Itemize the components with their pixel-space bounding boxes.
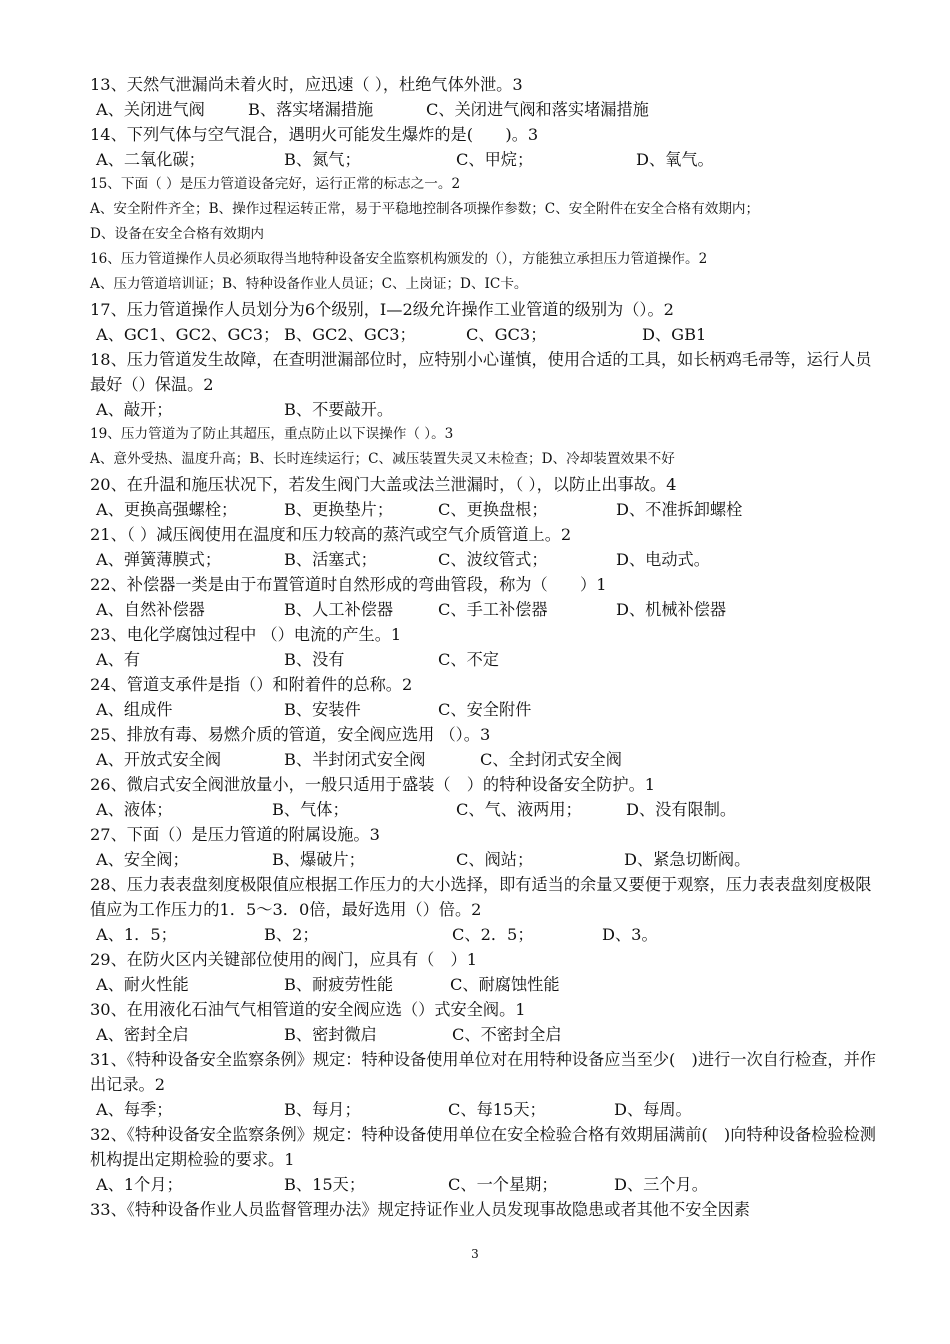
question-text: A、意外受热、温度升高；B、长时连续运行；C、减压装置失灵又未检查；D、冷却装置效果不好 — [90, 451, 675, 467]
question-text: 19、压力管道为了防止其超压，重点防止以下误操作（ ）。3 — [90, 426, 454, 442]
option-a: A、1个月； — [96, 1175, 183, 1194]
option-row — [90, 1172, 880, 1197]
option-d: D、电动式。 — [616, 550, 710, 569]
question-text: 33、《特种设备作业人员监督管理办法》规定持证作业人员发现事故隐患或者其他不安全因素 — [90, 1200, 750, 1219]
option-d: D、3。 — [602, 925, 658, 944]
option-a: A、更换高强螺栓； — [96, 500, 238, 519]
option-a: A、弹簧薄膜式； — [96, 550, 222, 569]
option-c: C、更换盘根； — [438, 500, 548, 519]
option-b: B、落实堵漏措施 — [248, 100, 374, 119]
option-a: A、关闭进气阀 — [96, 100, 205, 119]
option-a: A、液体； — [96, 800, 173, 819]
option-row — [90, 972, 880, 997]
option-c: C、全封闭式安全阀 — [480, 750, 622, 769]
option-a: A、自然补偿器 — [96, 600, 205, 619]
option-a: A、有 — [96, 650, 141, 669]
option-d: D、不准拆卸螺栓 — [616, 500, 743, 519]
option-row — [90, 322, 880, 347]
option-d: D、没有限制。 — [626, 800, 737, 819]
option-row — [90, 497, 880, 522]
option-b: B、15天； — [284, 1175, 366, 1194]
option-b: B、GC2、GC3； — [284, 325, 416, 344]
option-c: C、甲烷； — [456, 150, 534, 169]
option-a: A、组成件 — [96, 700, 173, 719]
question-text: 31、《特种设备安全监察条例》规定：特种设备使用单位对在用特种设备应当至少( )进行一次自行检查，并作出记录。2 — [90, 1050, 876, 1094]
question-text: 22、补偿器一类是由于布置管道时自然形成的弯曲管段，称为（ ）1 — [90, 575, 607, 594]
option-b: B、爆破片； — [272, 850, 365, 869]
option-a: A、密封全启 — [96, 1025, 189, 1044]
option-row — [90, 97, 880, 122]
option-a: A、1．5； — [96, 925, 177, 944]
option-row — [90, 397, 880, 422]
option-b: B、每月； — [284, 1100, 361, 1119]
question-text: 13、天然气泄漏尚未着火时，应迅速（ ），杜绝气体外泄。3 — [90, 75, 523, 94]
option-c: C、2．5； — [452, 925, 534, 944]
option-d: D、机械补偿器 — [616, 600, 727, 619]
option-c: C、安全附件 — [438, 700, 532, 719]
question-text: A、安全附件齐全；B、操作过程运转正常，易于平稳地控制各项操作参数；C、安全附件在安全合格有效期内； — [90, 201, 760, 217]
option-d: D、氧气。 — [636, 150, 714, 169]
option-c: C、波纹管式； — [438, 550, 548, 569]
question-text: 25、排放有毒、易燃介质的管道，安全阀应选用 （）。3 — [90, 725, 491, 744]
option-c: C、气、液两用； — [456, 800, 582, 819]
option-row — [90, 797, 880, 822]
option-c: C、阀站； — [456, 850, 534, 869]
option-c: C、GC3； — [466, 325, 547, 344]
option-b: B、更换垫片； — [284, 500, 394, 519]
option-row — [90, 547, 880, 572]
option-c: C、一个星期； — [448, 1175, 558, 1194]
question-text: 26、微启式安全阀泄放量小，一般只适用于盛装（ ）的特种设备安全防护。1 — [90, 775, 656, 794]
question-text: 24、管道支承件是指（）和附着件的总称。2 — [90, 675, 413, 694]
option-row — [90, 1097, 880, 1122]
option-b: B、安装件 — [284, 700, 361, 719]
question-text: 28、压力表表盘刻度极限值应根据工作压力的大小选择，即有适当的余量又要便于观察，压力表表盘刻度极限值应为工作压力的1．5～3．0倍，最好选用（）倍。2 — [90, 875, 872, 919]
option-c: C、手工补偿器 — [438, 600, 548, 619]
question-text: D、设备在安全合格有效期内 — [90, 226, 265, 242]
option-a: A、二氧化碳； — [96, 150, 205, 169]
option-c: C、关闭进气阀和落实堵漏措施 — [426, 100, 649, 119]
option-row — [90, 922, 880, 947]
option-c: C、不定 — [438, 650, 499, 669]
option-a: A、耐火性能 — [96, 975, 189, 994]
option-row — [90, 1022, 880, 1047]
option-a: A、安全阀； — [96, 850, 189, 869]
question-text: 16、压力管道操作人员必须取得当地特种设备安全监察机构颁发的（），方能独立承担压力管道操作。2 — [90, 251, 708, 267]
option-a: A、GC1、GC2、GC3； — [96, 325, 280, 344]
option-d: D、紧急切断阀。 — [624, 850, 751, 869]
option-row — [90, 747, 880, 772]
question-text: 21、（ ）减压阀使用在温度和压力较高的蒸汽或空气介质管道上。2 — [90, 525, 572, 544]
question-text: 20、在升温和施压状况下，若发生阀门大盖或法兰泄漏时，（ ），以防止出事故。4 — [90, 475, 677, 494]
option-b: B、耐疲劳性能 — [284, 975, 394, 994]
option-b: B、人工补偿器 — [284, 600, 394, 619]
option-row — [90, 597, 880, 622]
option-c: C、每15天； — [448, 1100, 546, 1119]
question-text: 32、《特种设备安全监察条例》规定：特种设备使用单位在安全检验合格有效期届满前( )向特种设备检验检测机构提出定期检验的要求。1 — [90, 1125, 876, 1169]
question-text: 30、在用液化石油气气相管道的安全阀应选（）式安全阀。1 — [90, 1000, 526, 1019]
question-text: 17、压力管道操作人员划分为6个级别，Ⅰ—2级允许操作工业管道的级别为（）。2 — [90, 300, 674, 319]
option-a: A、开放式安全阀 — [96, 750, 222, 769]
option-row — [90, 847, 880, 872]
option-b: B、密封微启 — [284, 1025, 377, 1044]
option-b: B、活塞式； — [284, 550, 377, 569]
option-row — [90, 647, 880, 672]
option-b: B、半封闭式安全阀 — [284, 750, 426, 769]
option-d: D、每周。 — [614, 1100, 692, 1119]
question-text: 14、下列气体与空气混合，遇明火可能发生爆炸的是( )。3 — [90, 125, 539, 144]
option-b: B、没有 — [284, 650, 345, 669]
question-text: 29、在防火区内关键部位使用的阀门，应具有（ ）1 — [90, 950, 478, 969]
option-c: C、不密封全启 — [452, 1025, 562, 1044]
question-text: 18、压力管道发生故障，在查明泄漏部位时，应特别小心谨慎，使用合适的工具，如长柄鸡毛帚等，运行人员最好（）保温。2 — [90, 350, 872, 394]
question-text: A、压力管道培训证；B、特种设备作业人员证；C、上岗证；D、IC卡。 — [90, 276, 528, 292]
option-b: B、氮气； — [284, 150, 361, 169]
option-row — [90, 147, 880, 172]
option-c: C、耐腐蚀性能 — [450, 975, 560, 994]
option-a: A、每季； — [96, 1100, 173, 1119]
question-text: 15、下面（ ）是压力管道设备完好，运行正常的标志之一。2 — [90, 176, 461, 192]
question-list — [90, 72, 880, 1222]
question-text: 27、下面（）是压力管道的附属设施。3 — [90, 825, 380, 844]
option-b: B、不要敲开。 — [284, 400, 394, 419]
page-number: 3 — [471, 1247, 479, 1261]
option-d: D、GB1 — [642, 325, 707, 344]
option-b: B、气体； — [272, 800, 349, 819]
question-text: 23、电化学腐蚀过程中 （）电流的产生。1 — [90, 625, 402, 644]
option-row — [90, 697, 880, 722]
option-b: B、2； — [264, 925, 319, 944]
option-d: D、三个月。 — [614, 1175, 708, 1194]
option-a: A、敲开； — [96, 400, 173, 419]
